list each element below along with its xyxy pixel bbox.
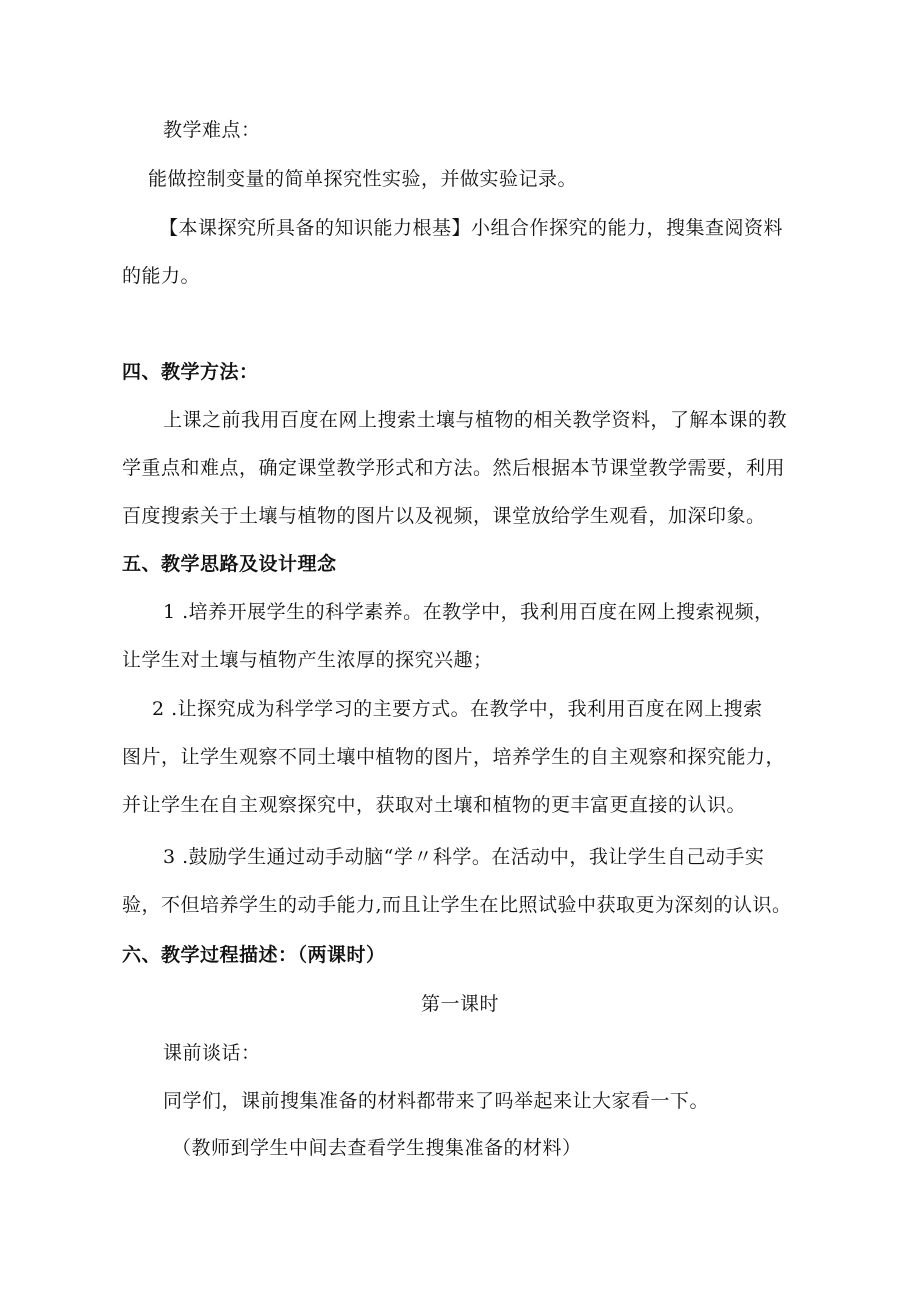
item-1-line-1: 1 .培养开展学生的科学素养。在教学中，我利用百度在网上搜索视频，	[163, 601, 774, 623]
item-2-line-1: 2 .让探究成为科学学习的主要方式。在教学中，我利用百度在网上搜索	[152, 698, 763, 720]
foundation-line-2: 的能力。	[122, 265, 201, 287]
item-3-line-2: 验，不但培养学生的动手能力,而且让学生在比照试验中获取更为深刻的认识。	[122, 894, 792, 916]
section-6-heading: 六、教学过程描述：（两课时）	[122, 944, 386, 966]
item-2-line-2: 图片，让学生观察不同土壤中植物的图片，培养学生的自主观察和探究能力，	[122, 746, 786, 768]
foundation-line-1: 【本课探究所具备的知识能力根基】小组合作探究的能力，搜集查阅资料	[159, 217, 784, 239]
pre-class-text: 同学们，课前搜集准备的材料都带来了吗举起来让大家看一下。	[163, 1090, 710, 1112]
lesson-title: 第一课时	[420, 993, 499, 1015]
difficulty-text: 能做控制变量的简单探究性实验，并做实验记录。	[148, 168, 578, 190]
section-5-heading: 五、教学思路及设计理念	[122, 553, 337, 575]
section-4-line-2: 学重点和难点，确定课堂教学形式和方法。然后根据本节课堂教学需要，利用	[122, 457, 786, 479]
section-4-heading: 四、教学方法：	[122, 361, 259, 383]
section-4-line-3: 百度搜索关于土壤与植物的图片以及视频，课堂放给学生观看，加深印象。	[122, 505, 766, 527]
teacher-note: （教师到学生中间去查看学生搜集准备的材料）	[172, 1137, 582, 1159]
item-3-line-1: 3 .鼓励学生通过动手动脑“学〃科学。在活动中，我让学生自己动手实	[163, 846, 765, 868]
pre-class-heading: 课前谈话：	[163, 1042, 261, 1064]
section-4-line-1: 上课之前我用百度在网上搜索土壤与植物的相关教学资料，了解本课的教	[163, 409, 788, 431]
item-2-line-3: 并让学生在自主观察探究中，获取对土壤和植物的更丰富更直接的认识。	[122, 794, 747, 816]
difficulty-heading: 教学难点：	[163, 119, 261, 141]
item-1-line-2: 让学生对土壤与植物产生浓厚的探究兴趣；	[122, 649, 493, 671]
